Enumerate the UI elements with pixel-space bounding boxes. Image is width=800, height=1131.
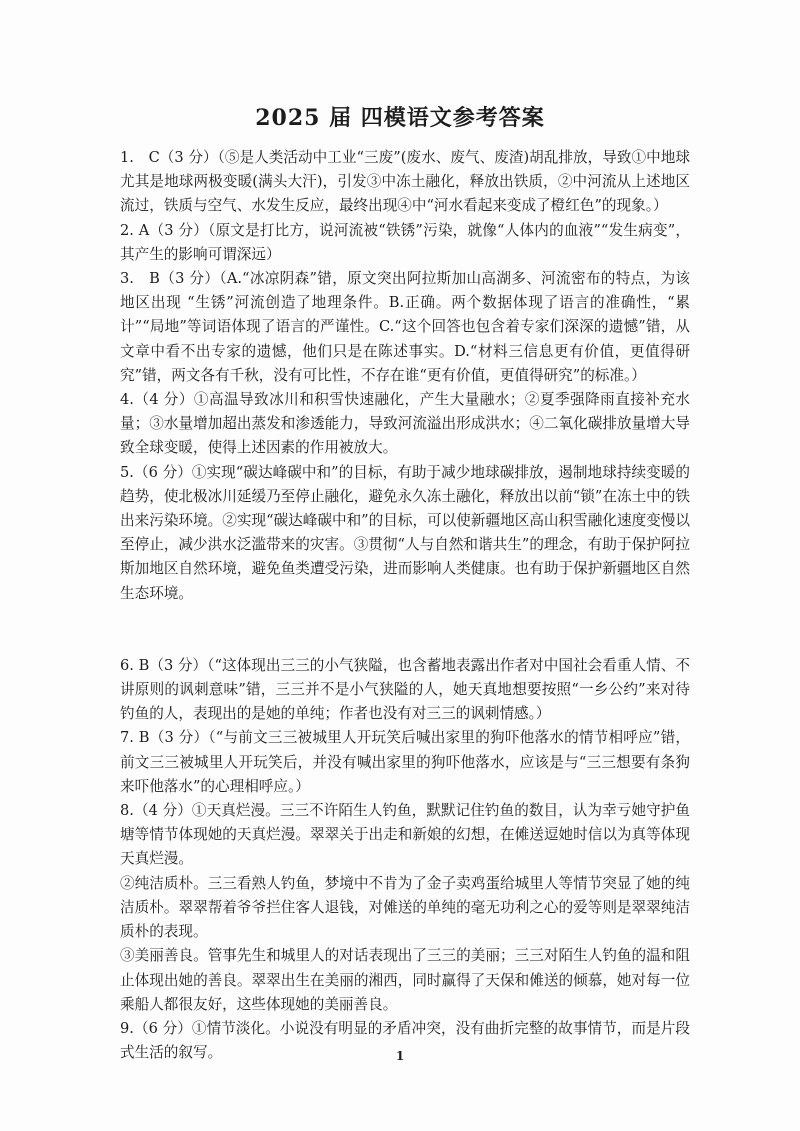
answer-5: 5.（6 分）①实现“碳达峰碳中和”的目标，有助于减少地球碳排放，遏制地球持续变暖的趋势，使北极冰川延缓乃至停止融化，避免永久冻土融化，释放出以前“锁”在冻土中的铁出来污染环境。②实现“碳达峰碳中和”的目标，可以使新疆地区高山积雪融化速度变慢以至停止，减少洪水泛滥带来的灾害。③贯彻“人与自然和谐共生”的理念，有助于保护阿拉斯加地区自然环境，避免鱼类遭受污染，进而影响人类健康。也有助于保护新疆地区自然生态环境。 xyxy=(120,463,690,602)
answer-7: 7. B（3 分）（“与前文三三被城里人开玩笑后喊出家里的狗吓他落水的情节相呼应”错，前文三三被城里人开玩笑后，并没有喊出家里的狗吓他落水，应该是与“三三想要有条狗来吓他落水”的心理相呼应。） xyxy=(120,729,690,795)
answer-8-point-3: ③美丽善良。管事先生和城里人的对话表现出了三三的美丽；三三对陌生人钓鱼的温和阻止体现出她的善良。翠翠出生在美丽的湘西，同时赢得了天保和傩送的倾慕，她对每一位乘船人都很友好，这些体现她的美丽善良。 xyxy=(120,947,690,1013)
answer-4: 4.（4 分）①高温导致冰川和积雪快速融化，产生大量融水；②夏季强降雨直接补充水量；③水量增加超出蒸发和渗透能力，导致河流溢出形成洪水；④二氧化碳排放量增大导致全球变暖，使得上述因素的作用被放大。 xyxy=(120,391,690,457)
answer-9: 9.（6 分）①情节淡化。小说没有明显的矛盾冲突，没有曲折完整的故事情节，而是片段式生活的叙写。 xyxy=(120,1019,690,1062)
answer-6: 6. B（3 分）（“这体现出三三的小气狭隘，也含蓄地表露出作者对中国社会看重人情、不讲原则的讽刺意味”错，三三并不是小气狭隘的人，她天真地想要按照“一乡公约”来对待钓鱼的人，表现出的是她的单纯；作者也没有对三三的讽刺情感。） xyxy=(120,656,690,723)
answer-8-point-2: ②纯洁质朴。三三看熟人钓鱼，梦境中不肯为了金子卖鸡蛋给城里人等情节突显了她的纯洁质朴。翠翠帮着爷爷拦住客人退钱，对傩送的单纯的毫无功利之心的爱等则是翠翠纯洁质朴的表现。 xyxy=(120,874,690,941)
answer-2: 2. A（3 分）（原文是打比方，说河流被“铁锈”污染，就像“人体内的血液”“发生病变”，其产生的影响可谓深远） xyxy=(120,221,690,263)
section-gap xyxy=(120,606,690,654)
answer-8-point-1: 8.（4 分）①天真烂漫。三三不许陌生人钓鱼，默默记住钓鱼的数目，认为幸亏她守护鱼塘等情节体现她的天真烂漫。翠翠关于出走和新娘的幻想，在傩送逗她时信以为真等体现天真烂漫。 xyxy=(120,802,690,868)
answer-body xyxy=(120,146,690,1065)
answer-3: 3. B（3 分）（A.“冰凉阴森”错，原文突出阿拉斯加山高湖多、河流密布的特点，为该地区出现 “生锈”河流创造了地理条件。B.正确。两个数据体现了语言的准确性，“累计”“局地”等词语体现了语言的严谨性。C.“这个回答也包含着专家们深深的遗憾”错，从文章中看不出专家的遗憾，他们只是在陈述事实。D.“材料三信息更有价值，更值得研究”错，两文各有千秋，没有可比性，不存在谁“更有价值，更值得研究”的标准。） xyxy=(120,270,690,384)
document-title: 2025 届 四模语文参考答案 xyxy=(255,105,545,131)
answer-1: 1. C（3 分）（⑤是人类活动中工业“三废”(废水、废气、废渣)胡乱排放，导致①中地球尤其是地球两极变暖(满头大汗)，引发③中冻土融化，释放出铁质，②中河流从上述地区流过，铁质与空气、水发生反应，最终出现④中“河水看起来变成了橙红色”的现象。） xyxy=(120,149,690,215)
page-number: 1 xyxy=(395,1049,405,1063)
